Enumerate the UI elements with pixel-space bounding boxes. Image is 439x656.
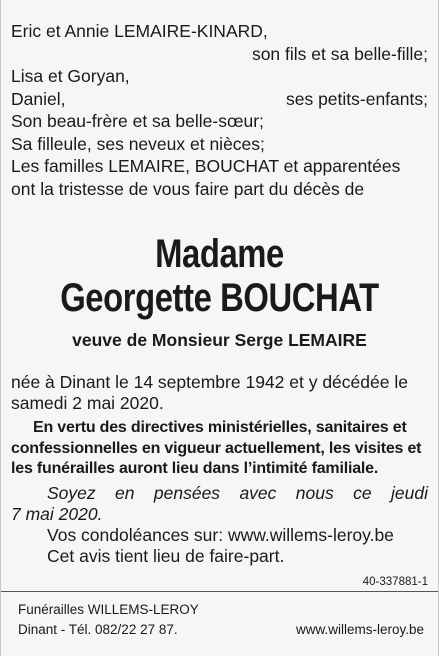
- footer-contact-row: [18, 620, 424, 640]
- funeral-home-footer: [18, 600, 424, 640]
- birth-line-2: samedi 2 mai 2020.: [11, 393, 164, 413]
- condolences-line: Vos condoléances sur: www.willems-leroy.be: [47, 524, 394, 545]
- family-line-4: Sa filleule, ses neveux et nièces;: [11, 133, 265, 154]
- family-line-6: ont la tristesse de vous faire part du décès de: [11, 178, 365, 199]
- family-line-3: Son beau-frère et sa belle-sœur;: [11, 111, 264, 131]
- deceased-name-block: [1, 232, 438, 320]
- footer-divider: [1, 591, 438, 592]
- deceased-name: Georgette BOUCHAT: [60, 276, 379, 320]
- covid-notice: En vertu des directives ministérielles, sanitaires et confessionnelles en vigueur actuellement, les visites et les funérailles auront lieu dans l’intimité familiale.: [11, 419, 422, 477]
- thoughts-tail: 7 mai 2020.: [11, 503, 103, 524]
- funeral-home-website: www.willems-leroy.be: [295, 622, 424, 637]
- family-line-5: Les familles LEMAIRE, BOUCHAT et apparentées: [11, 156, 401, 176]
- death-details: [11, 372, 428, 567]
- birth-line-1: née à Dinant le 14 septembre 1942 et y décédée le: [11, 372, 408, 392]
- funeral-home-phone: Dinant - Tél. 082/22 27 87.: [18, 622, 178, 637]
- family-line-2a: Lisa et Goryan,: [11, 66, 130, 86]
- faire-part-line: Cet avis tient lieu de faire-part.: [47, 545, 285, 566]
- funeral-home-name: Funérailles WILLEMS-LEROY: [18, 602, 199, 617]
- deceased-title: Madame: [155, 232, 284, 276]
- family-line-1: Eric et Annie LEMAIRE-KINARD,: [11, 21, 268, 41]
- family-announcement: [11, 20, 428, 200]
- family-relation-1: son fils et sa belle-fille;: [251, 43, 428, 64]
- reference-number: 40-337881-1: [362, 576, 428, 588]
- thoughts-paragraph: [11, 483, 428, 525]
- family-relation-2: ses petits-enfants;: [285, 88, 428, 109]
- family-row-2: [11, 88, 428, 111]
- thoughts-main: Soyez en pensées avec nous ce jeudi: [47, 482, 428, 503]
- family-line-2b: Daniel,: [11, 88, 66, 109]
- widow-of: veuve de Monsieur Serge LEMAIRE: [72, 330, 367, 350]
